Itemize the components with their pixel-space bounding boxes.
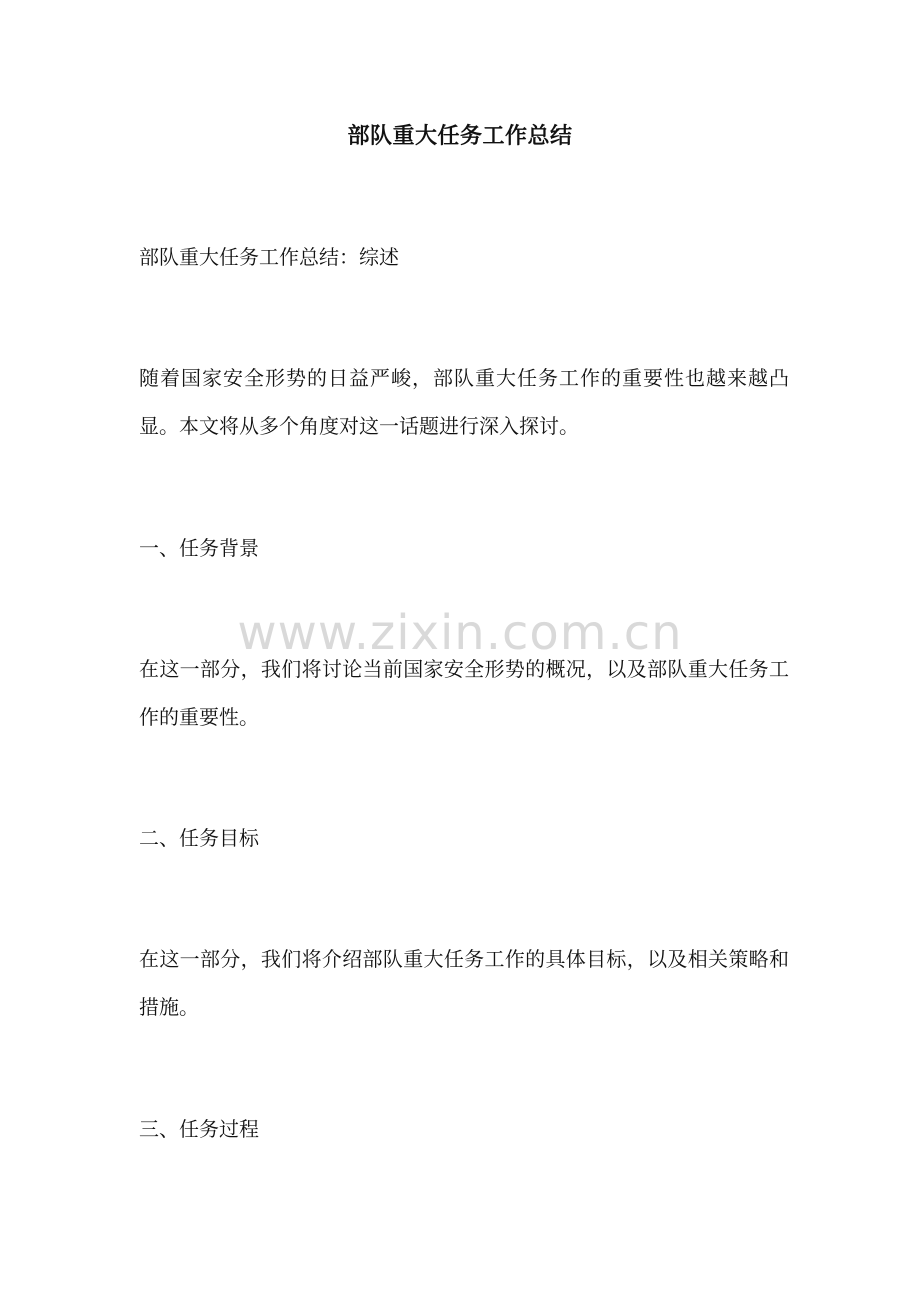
document-title: 部队重大任务工作总结	[347, 123, 573, 149]
document-subtitle: 部队重大任务工作总结：综述	[139, 245, 399, 269]
section-body-background: 在这一部分，我们将讨论当前国家安全形势的概况，以及部队重大任务工作的重要性。	[139, 657, 789, 729]
section-body-goals: 在这一部分，我们将介绍部队重大任务工作的具体目标，以及相关策略和措施。	[139, 947, 789, 1019]
section-heading-process: 三、任务过程	[139, 1117, 259, 1141]
watermark-text: www.zixin.com.cn	[237, 605, 683, 661]
section-heading-goals: 二、任务目标	[139, 826, 259, 850]
intro-paragraph: 随着国家安全形势的日益严峻，部队重大任务工作的重要性也越来越凸显。本文将从多个角度对这一话题进行深入探讨。	[139, 366, 789, 438]
section-heading-background: 一、任务背景	[139, 536, 259, 560]
